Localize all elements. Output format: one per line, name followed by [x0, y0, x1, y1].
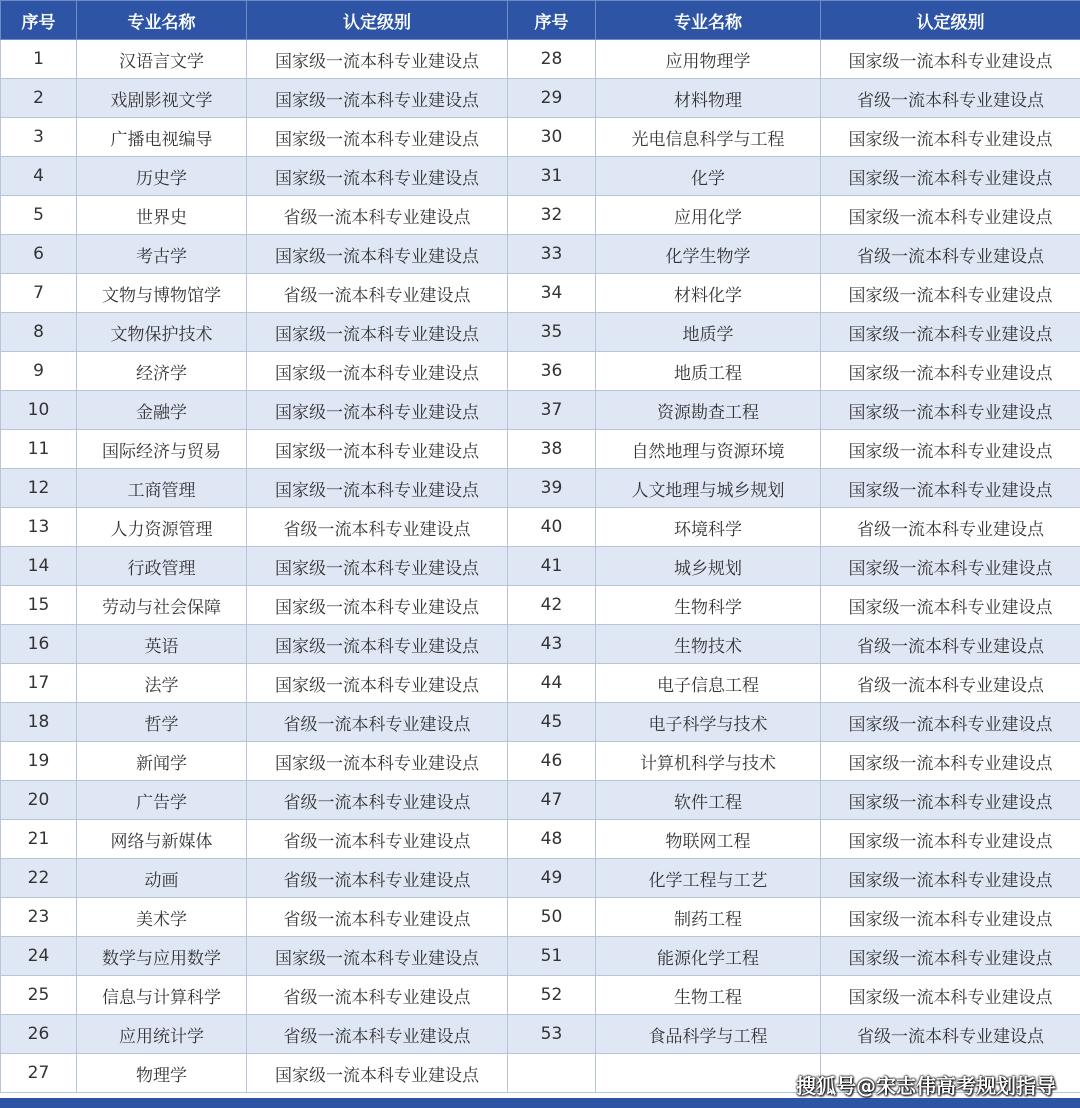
right-index-cell: 44: [508, 664, 596, 703]
left-major-cell: 文物与博物馆学: [77, 274, 247, 313]
header-row: [1, 1, 1080, 40]
right-major-cell: 化学工程与工艺: [596, 859, 821, 898]
table-row: [1, 820, 1080, 859]
table-row: [1, 157, 1080, 196]
right-index-cell: 53: [508, 1015, 596, 1054]
right-index-cell: 52: [508, 976, 596, 1015]
left-major-cell: 新闻学: [77, 742, 247, 781]
right-level-cell: 国家级一流本科专业建设点: [821, 586, 1080, 625]
right-level-cell: 国家级一流本科专业建设点: [821, 196, 1080, 235]
right-level-cell: 国家级一流本科专业建设点: [821, 157, 1080, 196]
right-major-cell: 资源勘查工程: [596, 391, 821, 430]
watermark: 搜狐号@宋志伟高考规划指导: [796, 1074, 1056, 1098]
left-level-cell: 国家级一流本科专业建设点: [247, 313, 508, 352]
left-index-cell: 1: [1, 40, 77, 79]
left-index-cell: 13: [1, 508, 77, 547]
left-major-cell: 劳动与社会保障: [77, 586, 247, 625]
left-index-cell: 11: [1, 430, 77, 469]
right-index-cell: 29: [508, 79, 596, 118]
left-index-cell: 9: [1, 352, 77, 391]
right-major-cell: 地质工程: [596, 352, 821, 391]
right-index-cell: 41: [508, 547, 596, 586]
header-major-right: 专业名称: [596, 1, 821, 40]
left-level-cell: 国家级一流本科专业建设点: [247, 235, 508, 274]
left-major-cell: 广播电视编导: [77, 118, 247, 157]
left-major-cell: 历史学: [77, 157, 247, 196]
right-level-cell: 国家级一流本科专业建设点: [821, 469, 1080, 508]
left-major-cell: 网络与新媒体: [77, 820, 247, 859]
right-major-cell: 应用物理学: [596, 40, 821, 79]
left-level-cell: 国家级一流本科专业建设点: [247, 391, 508, 430]
left-level-cell: 省级一流本科专业建设点: [247, 781, 508, 820]
right-major-cell: 材料化学: [596, 274, 821, 313]
right-major-cell: 生物科学: [596, 586, 821, 625]
left-major-cell: 动画: [77, 859, 247, 898]
right-level-cell: 国家级一流本科专业建设点: [821, 742, 1080, 781]
left-index-cell: 27: [1, 1054, 77, 1093]
left-level-cell: 国家级一流本科专业建设点: [247, 625, 508, 664]
right-major-cell: 食品科学与工程: [596, 1015, 821, 1054]
footer-bar: [0, 1098, 1080, 1108]
right-major-cell: 化学生物学: [596, 235, 821, 274]
left-index-cell: 2: [1, 79, 77, 118]
right-level-cell: 国家级一流本科专业建设点: [821, 430, 1080, 469]
empty-cell: [596, 1054, 821, 1093]
left-major-cell: 英语: [77, 625, 247, 664]
left-index-cell: 25: [1, 976, 77, 1015]
left-index-cell: 26: [1, 1015, 77, 1054]
right-major-cell: 生物技术: [596, 625, 821, 664]
empty-cell: [508, 1054, 596, 1093]
left-index-cell: 16: [1, 625, 77, 664]
right-index-cell: 48: [508, 820, 596, 859]
header-level-right: 认定级别: [821, 1, 1080, 40]
right-level-cell: 省级一流本科专业建设点: [821, 1015, 1080, 1054]
header-level-left: 认定级别: [247, 1, 508, 40]
left-level-cell: 国家级一流本科专业建设点: [247, 118, 508, 157]
left-index-cell: 18: [1, 703, 77, 742]
left-index-cell: 6: [1, 235, 77, 274]
left-major-cell: 信息与计算科学: [77, 976, 247, 1015]
right-index-cell: 37: [508, 391, 596, 430]
right-index-cell: 39: [508, 469, 596, 508]
left-index-cell: 7: [1, 274, 77, 313]
left-level-cell: 省级一流本科专业建设点: [247, 274, 508, 313]
right-level-cell: 省级一流本科专业建设点: [821, 625, 1080, 664]
left-major-cell: 人力资源管理: [77, 508, 247, 547]
table-row: [1, 547, 1080, 586]
right-index-cell: 40: [508, 508, 596, 547]
right-level-cell: 省级一流本科专业建设点: [821, 79, 1080, 118]
right-major-cell: 计算机科学与技术: [596, 742, 821, 781]
left-level-cell: 省级一流本科专业建设点: [247, 820, 508, 859]
right-level-cell: 省级一流本科专业建设点: [821, 235, 1080, 274]
right-major-cell: 材料物理: [596, 79, 821, 118]
left-major-cell: 世界史: [77, 196, 247, 235]
right-major-cell: 应用化学: [596, 196, 821, 235]
left-index-cell: 10: [1, 391, 77, 430]
left-major-cell: 汉语言文学: [77, 40, 247, 79]
table-row: [1, 469, 1080, 508]
table-row: [1, 508, 1080, 547]
right-index-cell: 38: [508, 430, 596, 469]
left-index-cell: 8: [1, 313, 77, 352]
right-major-cell: 软件工程: [596, 781, 821, 820]
left-level-cell: 国家级一流本科专业建设点: [247, 40, 508, 79]
left-level-cell: 省级一流本科专业建设点: [247, 703, 508, 742]
right-level-cell: 国家级一流本科专业建设点: [821, 391, 1080, 430]
left-major-cell: 戏剧影视文学: [77, 79, 247, 118]
table-row: [1, 898, 1080, 937]
left-index-cell: 5: [1, 196, 77, 235]
left-level-cell: 省级一流本科专业建设点: [247, 976, 508, 1015]
left-level-cell: 国家级一流本科专业建设点: [247, 79, 508, 118]
left-major-cell: 行政管理: [77, 547, 247, 586]
right-index-cell: 46: [508, 742, 596, 781]
right-major-cell: 自然地理与资源环境: [596, 430, 821, 469]
left-level-cell: 国家级一流本科专业建设点: [247, 430, 508, 469]
left-level-cell: 省级一流本科专业建设点: [247, 898, 508, 937]
right-major-cell: 城乡规划: [596, 547, 821, 586]
table-row: [1, 1015, 1080, 1054]
right-major-cell: 人文地理与城乡规划: [596, 469, 821, 508]
right-index-cell: 28: [508, 40, 596, 79]
left-level-cell: 省级一流本科专业建设点: [247, 1015, 508, 1054]
right-index-cell: 30: [508, 118, 596, 157]
left-major-cell: 物理学: [77, 1054, 247, 1093]
right-major-cell: 地质学: [596, 313, 821, 352]
table-row: [1, 976, 1080, 1015]
table-row: [1, 352, 1080, 391]
right-level-cell: 国家级一流本科专业建设点: [821, 118, 1080, 157]
header-major-left: 专业名称: [77, 1, 247, 40]
left-major-cell: 哲学: [77, 703, 247, 742]
right-index-cell: 31: [508, 157, 596, 196]
left-index-cell: 24: [1, 937, 77, 976]
left-index-cell: 15: [1, 586, 77, 625]
table-row: [1, 937, 1080, 976]
right-level-cell: 省级一流本科专业建设点: [821, 508, 1080, 547]
left-level-cell: 国家级一流本科专业建设点: [247, 469, 508, 508]
table-row: [1, 40, 1080, 79]
left-index-cell: 20: [1, 781, 77, 820]
right-index-cell: 49: [508, 859, 596, 898]
left-level-cell: 国家级一流本科专业建设点: [247, 352, 508, 391]
left-major-cell: 广告学: [77, 781, 247, 820]
right-level-cell: 国家级一流本科专业建设点: [821, 976, 1080, 1015]
right-index-cell: 51: [508, 937, 596, 976]
left-index-cell: 17: [1, 664, 77, 703]
left-level-cell: 省级一流本科专业建设点: [247, 196, 508, 235]
left-index-cell: 4: [1, 157, 77, 196]
left-major-cell: 考古学: [77, 235, 247, 274]
right-major-cell: 能源化学工程: [596, 937, 821, 976]
right-level-cell: 国家级一流本科专业建设点: [821, 313, 1080, 352]
right-level-cell: 国家级一流本科专业建设点: [821, 352, 1080, 391]
left-index-cell: 14: [1, 547, 77, 586]
right-level-cell: 国家级一流本科专业建设点: [821, 859, 1080, 898]
table-row: [1, 235, 1080, 274]
left-major-cell: 数学与应用数学: [77, 937, 247, 976]
table-row: [1, 391, 1080, 430]
right-major-cell: 生物工程: [596, 976, 821, 1015]
table-row: [1, 859, 1080, 898]
left-index-cell: 23: [1, 898, 77, 937]
right-index-cell: 42: [508, 586, 596, 625]
right-index-cell: 50: [508, 898, 596, 937]
table-row: [1, 196, 1080, 235]
left-major-cell: 法学: [77, 664, 247, 703]
table-row: [1, 79, 1080, 118]
table-row: [1, 586, 1080, 625]
left-major-cell: 经济学: [77, 352, 247, 391]
right-index-cell: 34: [508, 274, 596, 313]
right-level-cell: 国家级一流本科专业建设点: [821, 898, 1080, 937]
right-major-cell: 电子科学与技术: [596, 703, 821, 742]
left-major-cell: 文物保护技术: [77, 313, 247, 352]
left-level-cell: 国家级一流本科专业建设点: [247, 742, 508, 781]
right-index-cell: 45: [508, 703, 596, 742]
table-row: [1, 664, 1080, 703]
right-index-cell: 36: [508, 352, 596, 391]
left-level-cell: 省级一流本科专业建设点: [247, 859, 508, 898]
table-row: [1, 781, 1080, 820]
table-row: [1, 625, 1080, 664]
left-level-cell: 国家级一流本科专业建设点: [247, 1054, 508, 1093]
left-major-cell: 工商管理: [77, 469, 247, 508]
table-row: [1, 703, 1080, 742]
left-level-cell: 国家级一流本科专业建设点: [247, 586, 508, 625]
left-level-cell: 国家级一流本科专业建设点: [247, 664, 508, 703]
table-row: [1, 118, 1080, 157]
left-level-cell: 国家级一流本科专业建设点: [247, 547, 508, 586]
left-index-cell: 3: [1, 118, 77, 157]
left-index-cell: 19: [1, 742, 77, 781]
header-index-left: 序号: [1, 1, 77, 40]
right-major-cell: 光电信息科学与工程: [596, 118, 821, 157]
table-row: [1, 430, 1080, 469]
right-major-cell: 化学: [596, 157, 821, 196]
right-index-cell: 43: [508, 625, 596, 664]
right-level-cell: 国家级一流本科专业建设点: [821, 781, 1080, 820]
left-level-cell: 省级一流本科专业建设点: [247, 508, 508, 547]
left-index-cell: 21: [1, 820, 77, 859]
table-body: [1, 40, 1080, 1093]
right-level-cell: 国家级一流本科专业建设点: [821, 547, 1080, 586]
left-index-cell: 22: [1, 859, 77, 898]
right-index-cell: 32: [508, 196, 596, 235]
table-row: [1, 742, 1080, 781]
left-level-cell: 国家级一流本科专业建设点: [247, 157, 508, 196]
right-index-cell: 35: [508, 313, 596, 352]
header-index-right: 序号: [508, 1, 596, 40]
table-row: [1, 313, 1080, 352]
right-level-cell: 国家级一流本科专业建设点: [821, 703, 1080, 742]
right-level-cell: 省级一流本科专业建设点: [821, 664, 1080, 703]
left-major-cell: 国际经济与贸易: [77, 430, 247, 469]
right-index-cell: 47: [508, 781, 596, 820]
left-level-cell: 国家级一流本科专业建设点: [247, 937, 508, 976]
left-major-cell: 金融学: [77, 391, 247, 430]
table-row: [1, 274, 1080, 313]
right-level-cell: 国家级一流本科专业建设点: [821, 274, 1080, 313]
right-level-cell: 国家级一流本科专业建设点: [821, 40, 1080, 79]
right-major-cell: 电子信息工程: [596, 664, 821, 703]
right-level-cell: 国家级一流本科专业建设点: [821, 820, 1080, 859]
right-major-cell: 物联网工程: [596, 820, 821, 859]
right-major-cell: 制药工程: [596, 898, 821, 937]
left-major-cell: 应用统计学: [77, 1015, 247, 1054]
right-index-cell: 33: [508, 235, 596, 274]
left-major-cell: 美术学: [77, 898, 247, 937]
right-major-cell: 环境科学: [596, 508, 821, 547]
left-index-cell: 12: [1, 469, 77, 508]
right-level-cell: 国家级一流本科专业建设点: [821, 937, 1080, 976]
